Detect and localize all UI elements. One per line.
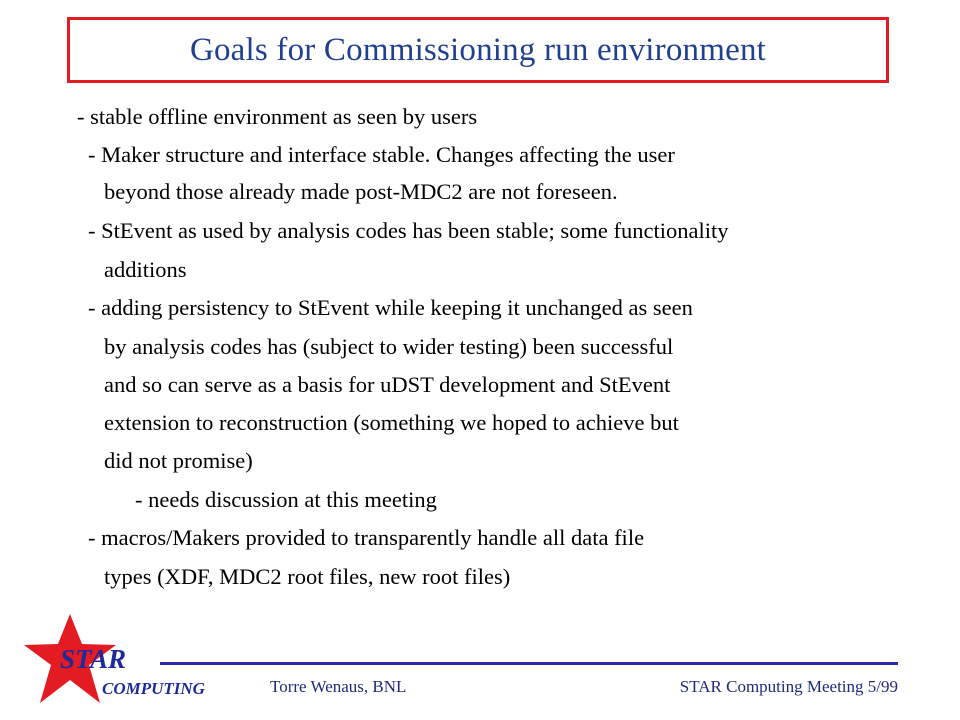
body-line: by analysis codes has (subject to wider testing) been successful: [104, 334, 674, 359]
body-line: additions: [104, 257, 187, 282]
footer-rule: [160, 662, 898, 665]
slide-title: Goals for Commissioning run environment: [189, 31, 767, 68]
footer-author: Torre Wenaus, BNL: [270, 677, 407, 696]
body-line: - Maker structure and interface stable. Changes affecting the user: [88, 142, 675, 167]
body-line: beyond those already made post-MDC2 are not foreseen.: [104, 179, 618, 204]
footer-meeting: STAR Computing Meeting 5/99: [679, 677, 898, 696]
logo-star-text: STAR: [60, 644, 127, 674]
star-computing-logo: [22, 608, 232, 718]
body-line: - stable offline environment as seen by users: [77, 104, 478, 129]
body-line: - macros/Makers provided to transparently handle all data file: [88, 525, 645, 550]
body-line: and so can serve as a basis for uDST development and StEvent: [104, 372, 671, 397]
body-line: types (XDF, MDC2 root files, new root files): [104, 564, 511, 589]
body-line: did not promise): [104, 448, 253, 473]
logo-computing-text: COMPUTING: [102, 679, 205, 698]
body-line: - StEvent as used by analysis codes has been stable; some functionality: [88, 218, 729, 243]
body-line: - needs discussion at this meeting: [135, 487, 437, 512]
body-line: extension to reconstruction (something we hoped to achieve but: [104, 410, 679, 435]
body-line: - adding persistency to StEvent while keeping it unchanged as seen: [88, 295, 693, 320]
